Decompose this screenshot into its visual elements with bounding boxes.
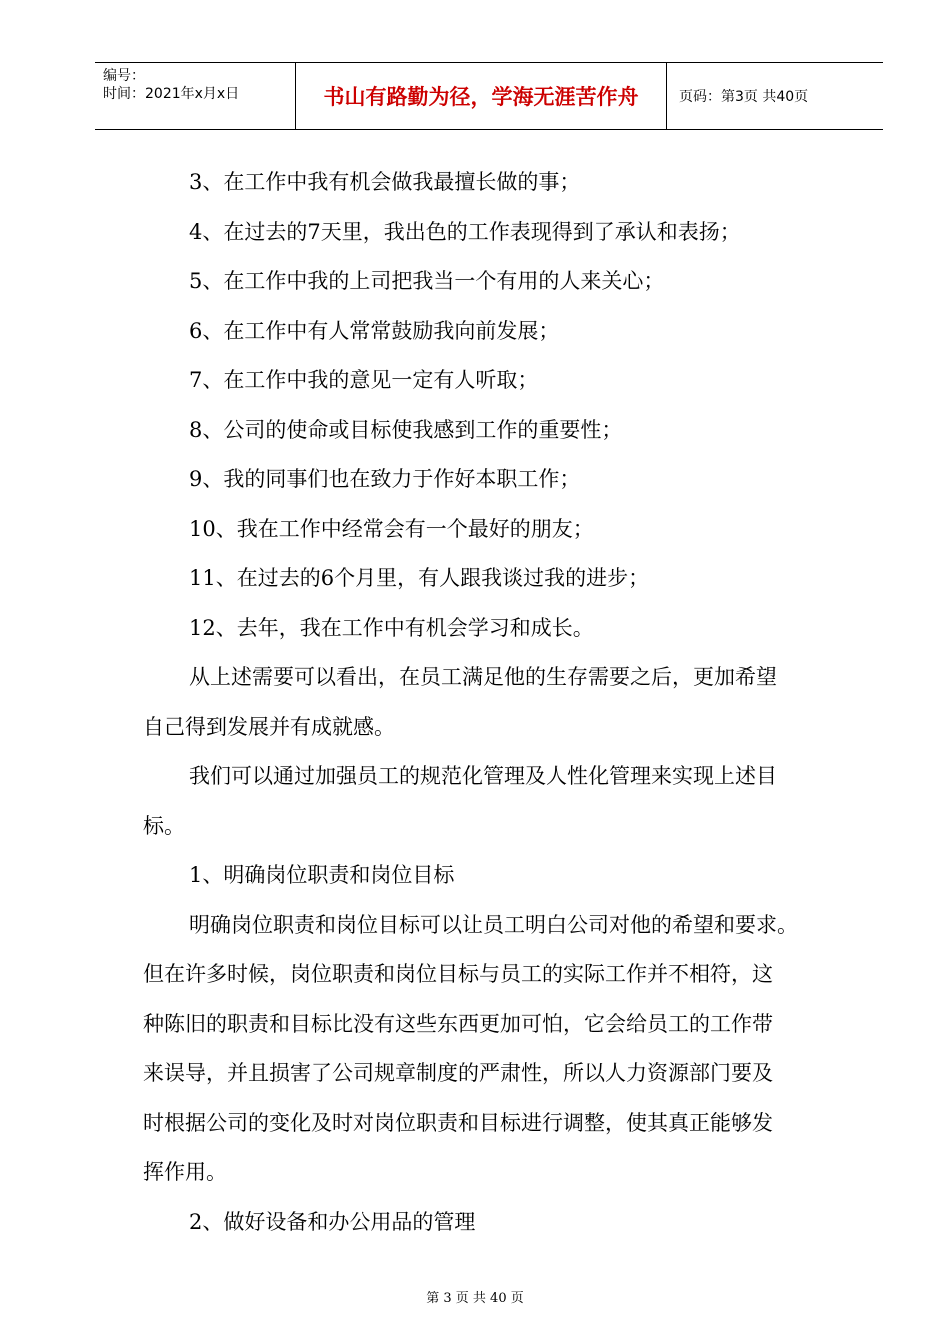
list-item: 10、我在工作中经常会有一个最好的朋友； [189,516,594,541]
section-heading: 2、做好设备和办公用品的管理 [189,1209,476,1234]
list-item: 7、在工作中我的意见一定有人听取； [189,368,539,392]
list-item: 11、在过去的6个月里，有人跟我谈过我的进步； [189,566,650,590]
page-header [95,62,883,130]
paragraph-line: 明确岗位职责和岗位目标可以让员工明白公司对他的希望和要求。 [189,912,798,937]
list-item: 5、在工作中我的上司把我当一个有用的人来关心； [189,269,665,293]
paragraph-line: 来误导，并且损害了公司规章制度的严肃性，所以人力资源部门要及 [143,1061,773,1085]
time-label: 时间：2021年x月x日 [103,86,240,102]
list-item: 4、在过去的7天里，我出色的工作表现得到了承认和表扬； [189,219,741,244]
header-motto: 书山有路勤为径，学海无涯苦作舟 [295,63,667,129]
header-page-info: 页码：第3页 共40页 [679,89,809,105]
page-footer: 第 3 页 共 40 页 [426,1291,524,1306]
header-meta [95,63,295,129]
paragraph-line: 时根据公司的变化及时对岗位职责和目标进行调整，使其真正能够发 [143,1110,773,1135]
list-item: 3、在工作中我有机会做我最擅长做的事； [189,170,581,194]
paragraph-line: 从上述需要可以看出，在员工满足他的生存需要之后，更加希望 [189,665,777,689]
section-heading: 1、明确岗位职责和岗位目标 [189,863,455,887]
document-body [143,158,843,1247]
number-label: 编号： [103,68,145,84]
paragraph-line: 自己得到发展并有成就感。 [143,714,395,739]
paragraph-line: 挥作用。 [143,1160,227,1184]
list-item: 9、我的同事们也在致力于作好本职工作； [189,467,581,491]
paragraph-line: 但在许多时候，岗位职责和岗位目标与员工的实际工作并不相符，这 [143,962,773,986]
list-item: 12、去年，我在工作中有机会学习和成长。 [189,615,594,640]
paragraph-line: 种陈旧的职责和目标比没有这些东西更加可怕，它会给员工的工作带 [143,1011,773,1036]
paragraph-line: 我们可以通过加强员工的规范化管理及人性化管理来实现上述目 [189,764,777,788]
list-item: 8、公司的使命或目标使我感到工作的重要性； [189,417,623,442]
paragraph-line: 标。 [143,813,185,838]
list-item: 6、在工作中有人常常鼓励我向前发展； [189,318,560,343]
